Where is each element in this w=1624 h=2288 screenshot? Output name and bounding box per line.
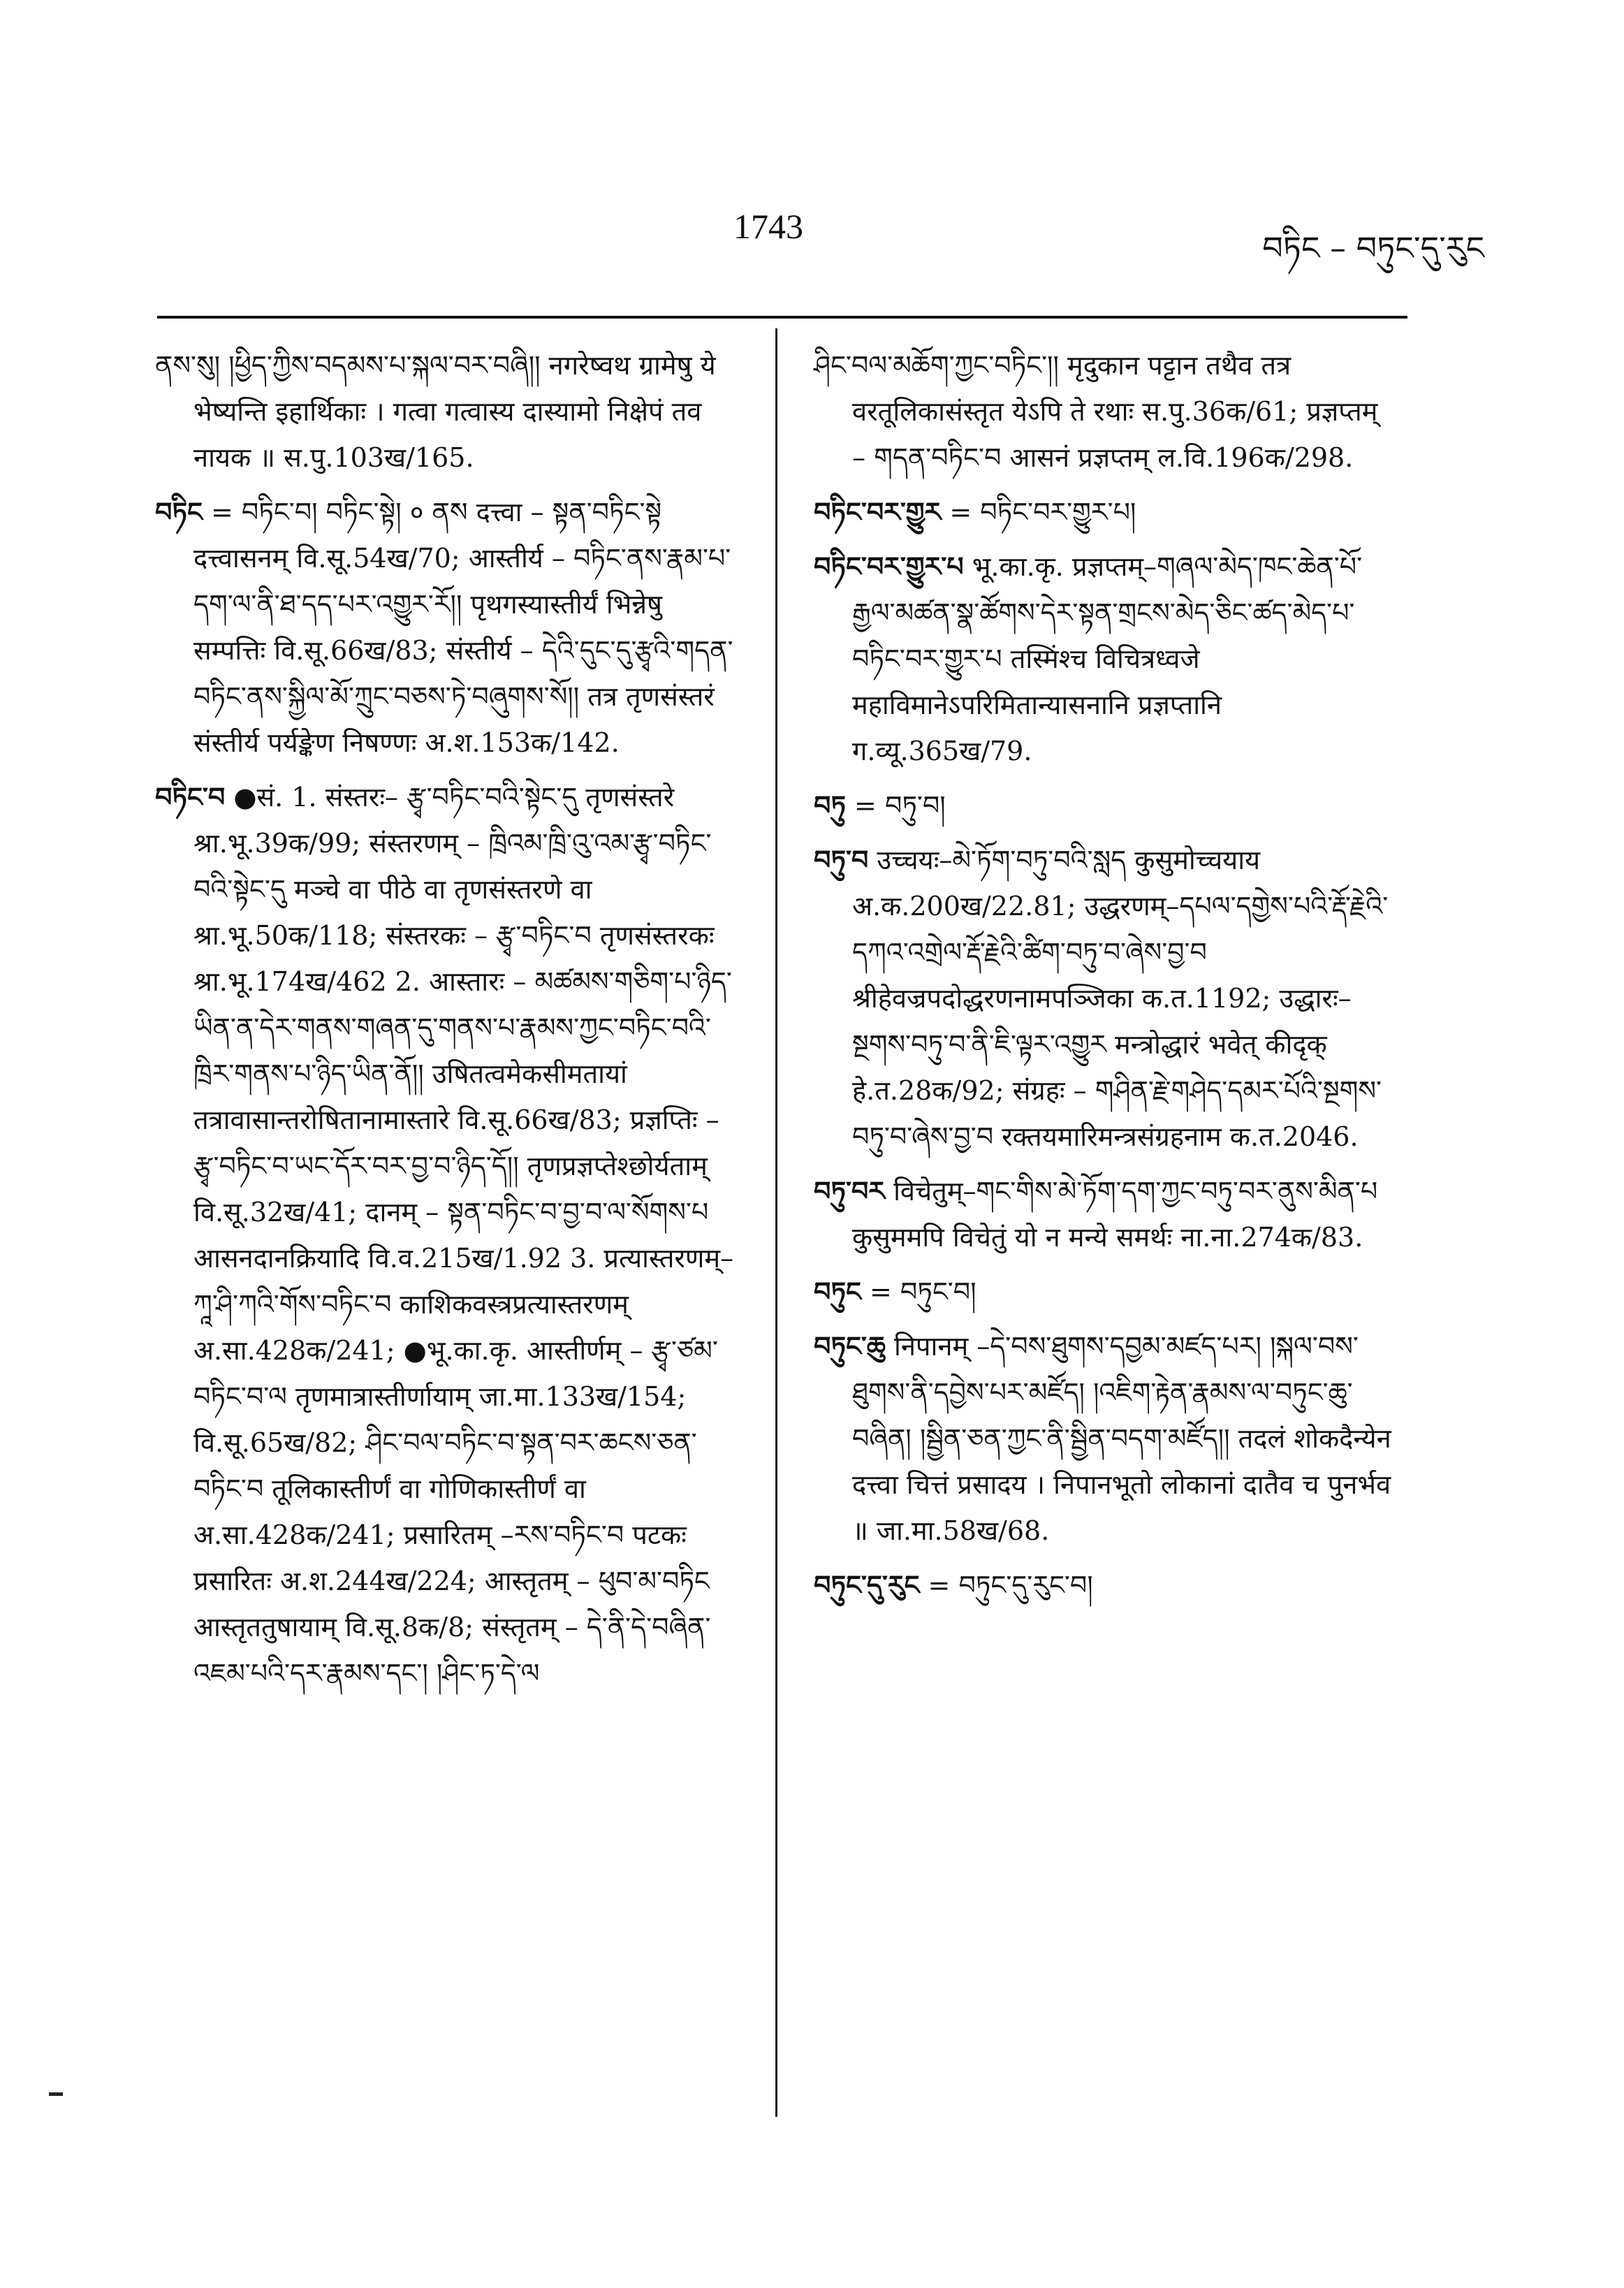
entry-text: = བཏུ་བ། bbox=[854, 790, 946, 821]
entry-text: = བཏུང་དུ་རུང་བ། bbox=[928, 1570, 1093, 1601]
entry-text: ●सं. 1. संस्तरः– རྩྭ་བཏིང་བའི་སྟེང་དུ तृणसंस्तरे श्रा.भू.39क/99; संस्तरणम् – ཁྲིའམ་ཁྲི་འུ་འམ་རྩྭ་བཏིང་བའི་སྟེང་དུ मञ्चे वा पीठे वा तृणसंस्तरणे वा श्रा.भू.50क/118; संस्तरकः – རྩྭ་བཏིང་བ तृणसंस्तरकः श्रा.भू.174ख/462 2. आस्तारः – མཚམས་གཅིག་པ་ཉིད་ཡིན་ན་དེར་གནས་གཞན་དུ་གནས་པ་རྣམས་ཀྱང་བཏིང་བའི་ཁྲིར་གནས་པ་ཉིད་ཡིན་ནོ།། उषितत्वमेकसीमतायां तत्रावासान्तरोषितानामास्तारे वि.सू.66ख/83; प्रज्ञप्तिः – རྩྭ་བཏིང་བ་ཡང་དོར་བར་བྱ་བ་ཉིད་དོ།། तृणप्रज्ञप्तेश्छोर्यताम् वि.सू.32ख/41; दानम् – སྟན་བཏིང་བ་བྱ་བ་ལ་སོགས་པ आसनदानक्रियादि वि.व.215ख/1.92 3. प्रत्यास्तरणम्–ཀཱ་ཤི་ཀའི་གོས་བཏིང་བ काशिकवस्त्रप्रत्यास्तरणम् अ.सा.428क/241; ●भू.का.कृ. आस्तीर्णम् – རྩྭ་ཙམ་བཏིང་བ་ལ तृणमात्रास्तीर्णायाम् जा.मा.133ख/154; वि.सू.65ख/82; ཤིང་བལ་བཏིང་བ་སྟན་བར་ཆངས་ཅན་བཏིང་བ तूलिकास्तीर्णं वा गोणिकास्तीर्णं वा अ.सा.428क/241; प्रसारितम् –རས་བཏིང་བ पटकः प्रसारितः अ.श.244ख/224; आस्तृतम् – ཕུབ་མ་བཏིང आस्तृततुषायाम् वि.सू.8क/8; संस्तृतम् – དེ་ནི་དེ་བཞིན་འཇམ་པའི་དར་རྣམས་དང་། །ཤིང་ཏ་དེ་ལ bbox=[193, 782, 734, 1689]
entry-headword: བཏུང་ཆུ bbox=[814, 1330, 886, 1362]
dictionary-entry bbox=[814, 837, 1393, 1160]
dictionary-entry bbox=[814, 1323, 1393, 1554]
entry-headword: བཏིང་བ bbox=[155, 781, 226, 813]
dictionary-entry bbox=[155, 774, 735, 1696]
header-rule bbox=[157, 316, 1407, 319]
entry-text: भू.का.कृ. प्रज्ञप्तम्–གཞལ་མེད་ཁང་ཆེན་པོ་རྒྱལ་མཚན་སྣ་ཚོགས་དེར་སྟན་གྲངས་མེད་ཅིང་ཚད་མེད་པ་བཏིང་བར་གྱུར་པ तस्मिंश्च विचित्रध्वजे महाविमानेऽपरिमितान्यासनानि प्रज्ञप्तानि ग.व्यू.365ख/79. bbox=[852, 551, 1363, 766]
entry-headword: བཏིང་བར་གྱུར bbox=[814, 496, 942, 527]
entry-text: निपानम् –དེ་བས་ཐུགས་དབྱམ་མཛད་པར། །སྐལ་བས་ཐུགས་ནི་དབྱེས་པར་མཛོད། །འཇིག་རྟེན་རྣམས་ལ་བཏུང་ཆུ་བཞིན། །སྦྱིན་ཅན་ཀྱང་ནི་སྦྱིན་བདག་མཛོད།། तदलं शोकदैन्येन दत्त्वा चित्तं प्रसादय । निपानभूतो लोकानां दातैव च पुनर्भव ॥ जा.मा.58ख/68. bbox=[852, 1331, 1391, 1546]
page-number: 1743 bbox=[733, 207, 803, 246]
running-head: བཏིང – བཏུང་དུ་རུང bbox=[1262, 229, 1484, 267]
entry-headword: བཏུང bbox=[814, 1276, 861, 1307]
dictionary-entry bbox=[155, 342, 735, 481]
dictionary-entry bbox=[814, 1562, 1393, 1608]
dictionary-entry bbox=[814, 544, 1393, 774]
dictionary-entry bbox=[814, 489, 1393, 535]
entry-text: विचेतुम्–གང་གིས་མེ་ཏོག་དག་ཀྱང་བཏུ་བར་ནུས་མིན་པ कुसुममपि विचेतुं यो न मन्ये समर्थः ना.ना.274क/83. bbox=[852, 1176, 1378, 1253]
entry-text: = བཏིང་བར་གྱུར་པ། bbox=[949, 497, 1136, 527]
dictionary-entry bbox=[814, 782, 1393, 829]
left-column bbox=[155, 342, 735, 1705]
dictionary-entry bbox=[814, 1269, 1393, 1315]
entry-headword: བཏུ bbox=[814, 789, 846, 821]
entry-headword: བཏིང་བར་གྱུར་པ bbox=[814, 551, 964, 582]
column-divider bbox=[775, 328, 777, 2117]
entry-text: ནས་སུ། །ཕྱིད་ཀྱིས་བདམས་པ་སྐལ་བར་བཞི།། नगरेष्वथ ग्रामेषु ये भेष्यन्ति इहार्थिकाः । गत्वा गत्वास्य दास्यामो निक्षेपं तव नायक ॥ स.पु.103ख/165. bbox=[155, 350, 716, 473]
scan-mark bbox=[49, 2092, 63, 2096]
dictionary-entry bbox=[155, 489, 735, 766]
entry-headword: བཏིང bbox=[155, 496, 203, 527]
entry-text: उच्चयः–མེ་ཏོག་བཏུ་བའི་སླད कुसुमोच्चयाय अ.क.200ख/22.81; उद्धरणम्–དཔལ་དགྱེས་པའི་རྡོ་རྗེའི་དཀའ་འགྲེལ་རྡོ་རྗེའི་ཚིག་བཏུ་བ་ཞེས་བྱ་བ श्रीहेवज्रपदोद्धरणनामपञ्जिका क.त.1192; उद्धारः–སྔགས་བཏུ་བ་ནི་ཇི་ལྟར་འགྱུར मन्त्रोद्धारं भवेत् कीदृक् हे.त.28क/92; संग्रहः – གཤིན་རྗེ་གཤེད་དམར་པོའི་སྔགས་བཏུ་བ་ཞེས་བྱ་བ रक्तयमारिमन्त्रसंग्रहनाम क.त.2046. bbox=[852, 845, 1389, 1152]
right-column bbox=[814, 342, 1393, 1617]
entry-headword: བཏུང་དུ་རུང bbox=[814, 1569, 920, 1601]
dictionary-entry bbox=[814, 342, 1393, 481]
entry-headword: བཏུ་བར bbox=[814, 1175, 885, 1207]
entry-text: = བཏིང་བ། བཏིང་སྟེ། ० ནས दत्त्वा – སྟན་བཏིང་སྟེ दत्त्वासनम् वि.सू.54ख/70; आस्तीर्य – བཏིང་ནས་རྣམ་པ་དག་ལ་ནི་ཐ་དད་པར་འགྱུར་རོ།། पृथगस्यास्तीर्यं भिन्नेषु सम्पत्तिः वि.सू.66ख/83; संस्तीर्य – དེའི་དུང་དུ་རྩྭའི་གདན་བཏིང་ནས་སྐྱིལ་མོ་ཀྲུང་བཅས་ཏེ་བཞུགས་སོ།། तत्र तृणसंस्तरं संस्तीर्य पर्यङ्केण निषण्णः अ.श.153क/142. bbox=[193, 497, 733, 758]
entry-text: ཤིང་བལ་མཆོག་ཀྱང་བཏིང་།། मृदुकान पट्टान तथैव तत्र वरतूलिकासंस्तृत येऽपि ते रथाः स.पु.36क/61; प्रज्ञप्तम् – གདན་བཏིང་བ आसनं प्रज्ञप्तम् ल.वि.196क/298. bbox=[814, 350, 1378, 473]
entry-text: = བཏུང་བ། bbox=[869, 1276, 976, 1307]
dictionary-entry bbox=[814, 1168, 1393, 1260]
entry-headword: བཏུ་བ bbox=[814, 844, 869, 875]
